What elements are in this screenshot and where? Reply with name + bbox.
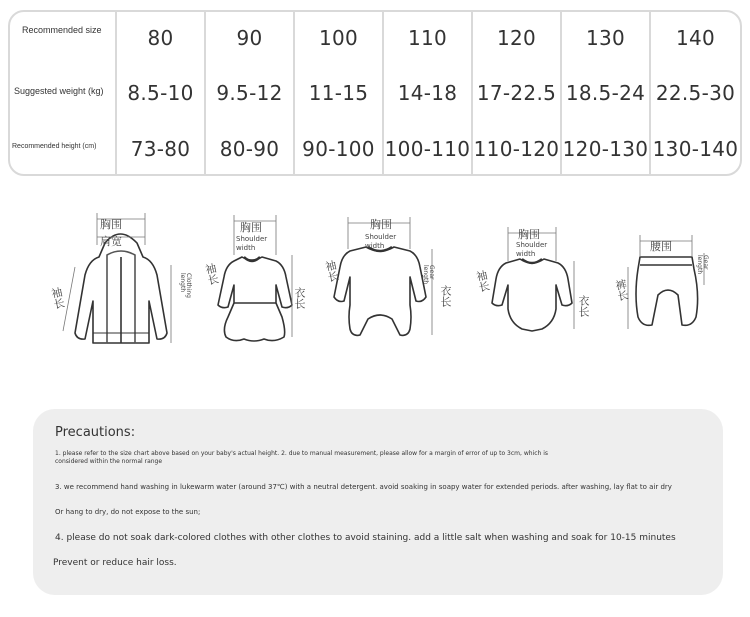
precaution-line-1: 1. please refer to the size chart above based on your baby's actual height. 2. due to manual measurement, please allow for a margin of error of up to 3cm, which is considered within the normal range bbox=[55, 450, 549, 465]
weight-value: 9.5-12 bbox=[216, 81, 283, 105]
size-table bbox=[8, 10, 742, 176]
romper-sleeve-label: 袖长 bbox=[322, 258, 341, 284]
romper-gear-label: Gear length bbox=[422, 265, 435, 285]
romper-shoulder-label: Shoulder width bbox=[365, 233, 397, 250]
dress-shoulder-label: Shoulder width bbox=[236, 235, 268, 252]
weight-value: 14-18 bbox=[397, 81, 458, 105]
jacket-length-label: Clothing length bbox=[179, 273, 192, 298]
bodysuit-shoulder-label: Shoulder width bbox=[516, 241, 548, 258]
precaution-line-3: Or hang to dry, do not expose to the sun; bbox=[55, 508, 201, 516]
size-value: 100 bbox=[318, 26, 359, 50]
size-column bbox=[473, 12, 562, 176]
height-value: 73-80 bbox=[130, 137, 191, 161]
dress-length-label: 衣长 bbox=[293, 287, 306, 309]
romper-length-label: 衣长 bbox=[439, 285, 452, 307]
size-table-label-column bbox=[10, 12, 117, 176]
size-value: 90 bbox=[236, 26, 263, 50]
weight-value: 11-15 bbox=[308, 81, 369, 105]
height-value: 110-120 bbox=[473, 137, 560, 161]
height-value: 130-140 bbox=[652, 137, 739, 161]
weight-value: 8.5-10 bbox=[127, 81, 194, 105]
bodysuit-sleeve-label: 袖长 bbox=[473, 268, 492, 294]
precaution-line-2: 3. we recommend hand washing in lukewarm water (around 37℃) with a neutral detergent. avoid soaking in soapy water for extended periods. after washing, lay flat to air dry bbox=[55, 483, 672, 491]
size-column bbox=[206, 12, 295, 176]
size-column bbox=[117, 12, 206, 176]
size-column bbox=[384, 12, 473, 176]
bodysuit-length-label: 衣长 bbox=[577, 295, 590, 317]
size-value: 130 bbox=[585, 26, 626, 50]
pants-length-label: 裤长 bbox=[613, 278, 630, 302]
size-value: 110 bbox=[407, 26, 448, 50]
height-value: 120-130 bbox=[562, 137, 649, 161]
weight-value: 17-22.5 bbox=[476, 81, 557, 105]
size-value: 80 bbox=[147, 26, 174, 50]
weight-value: 18.5-24 bbox=[565, 81, 646, 105]
precaution-line-4: 4. please do not soak dark-colored clothes with other clothes to avoid staining. add a little salt when washing and soak for 10-15 minutes bbox=[55, 533, 676, 543]
measurement-guide bbox=[0, 205, 750, 355]
jacket-shoulder-label: 肩宽 bbox=[100, 235, 122, 248]
romper-chest-label: 胸围 bbox=[370, 218, 392, 231]
pants-gear-label: Gear length bbox=[696, 255, 709, 275]
row-label-size: Recommended size bbox=[22, 25, 102, 35]
bodysuit-chest-label: 胸围 bbox=[518, 228, 540, 241]
height-value: 80-90 bbox=[219, 137, 280, 161]
precautions-panel bbox=[33, 409, 723, 595]
pants-waist-label: 腰围 bbox=[650, 240, 672, 253]
row-label-height: Recommended height (cm) bbox=[12, 143, 97, 150]
size-value: 140 bbox=[675, 26, 716, 50]
dress-chest-label: 胸围 bbox=[240, 221, 262, 234]
precaution-line-5: Prevent or reduce hair loss. bbox=[53, 558, 177, 568]
size-value: 120 bbox=[496, 26, 537, 50]
precautions-title: Precautions: bbox=[55, 425, 136, 440]
height-value: 100-110 bbox=[384, 137, 471, 161]
height-value: 90-100 bbox=[302, 137, 375, 161]
jacket-sleeve-label: 袖长 bbox=[48, 285, 67, 311]
size-column bbox=[651, 12, 740, 176]
size-column bbox=[562, 12, 651, 176]
weight-value: 22.5-30 bbox=[655, 81, 736, 105]
dress-sleeve-label: 袖长 bbox=[202, 261, 221, 287]
row-label-weight: Suggested weight (kg) bbox=[14, 86, 104, 96]
jacket-chest-label: 胸围 bbox=[100, 218, 122, 231]
size-column bbox=[295, 12, 384, 176]
